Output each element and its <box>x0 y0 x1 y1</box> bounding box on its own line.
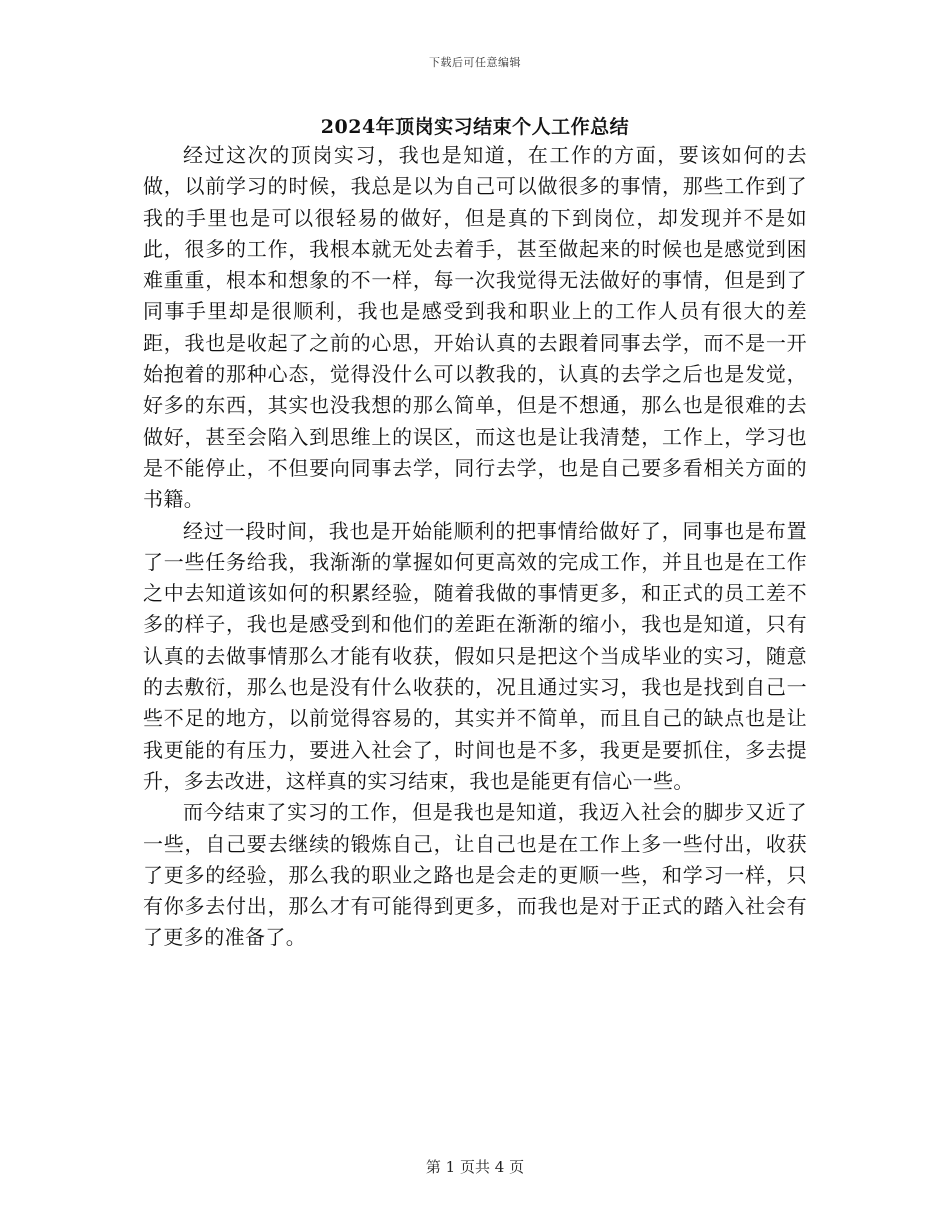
paragraph-2: 经过一段时间，我也是开始能顺利的把事情给做好了，同事也是布置了一些任务给我，我渐渐的掌握如何更高效的完成工作，并且也是在工作之中去知道该如何的积累经验，随着我做的事情更多，和正式的员工差不多的样子，我也是感受到和他们的差距在渐渐的缩小，我也是知道，只有认真的去做事情那么才能有收获，假如只是把这个当成毕业的实习，随意的去敷衍，那么也是没有什么收获的，况且通过实习，我也是找到自己一些不足的地方，以前觉得容易的，其实并不简单，而且自己的缺点也是让我更能的有压力，要进入社会了，时间也是不多，我更是要抓住，多去提升，多去改进，这样真的实习结束，我也是能更有信心一些。 <box>143 518 807 793</box>
document-title: 2024年顶岗实习结束个人工作总结 <box>320 116 630 138</box>
header-note: 下载后可任意编辑 <box>429 56 521 69</box>
document-body <box>143 140 807 954</box>
page-indicator: 第 1 页共 4 页 <box>425 1158 525 1176</box>
paragraph-1: 经过这次的顶岗实习，我也是知道，在工作的方面，要该如何的去做，以前学习的时候，我总是以为自己可以做很多的事情，那些工作到了我的手里也是可以很轻易的做好，但是真的下到岗位，却发现并不是如此，很多的工作，我根本就无处去着手，甚至做起来的时候也是感觉到困难重重，根本和想象的不一样，每一次我觉得无法做好的事情，但是到了同事手里却是很顺利，我也是感受到我和职业上的工作人员有很大的差距，我也是收起了之前的心思，开始认真的去跟着同事去学，而不是一开始抱着的那种心态，觉得没什么可以教我的，认真的去学之后也是发觉，好多的东西，其实也没我想的那么简单，但是不想通，那么也是很难的去做好，甚至会陷入到思维上的误区，而这也是让我清楚，工作上，学习也是不能停止，不但要向同事去学，同行去学，也是自己要多看相关方面的书籍。 <box>143 143 807 512</box>
paragraph-3: 而今结束了实习的工作，但是我也是知道，我迈入社会的脚步又近了一些，自己要去继续的锻炼自己，让自己也是在工作上多一些付出，收获了更多的经验，那么我的职业之路也是会走的更顺一些，和学习一样，只有你多去付出，那么才有可能得到更多，而我也是对于正式的踏入社会有了更多的准备了。 <box>143 800 807 950</box>
